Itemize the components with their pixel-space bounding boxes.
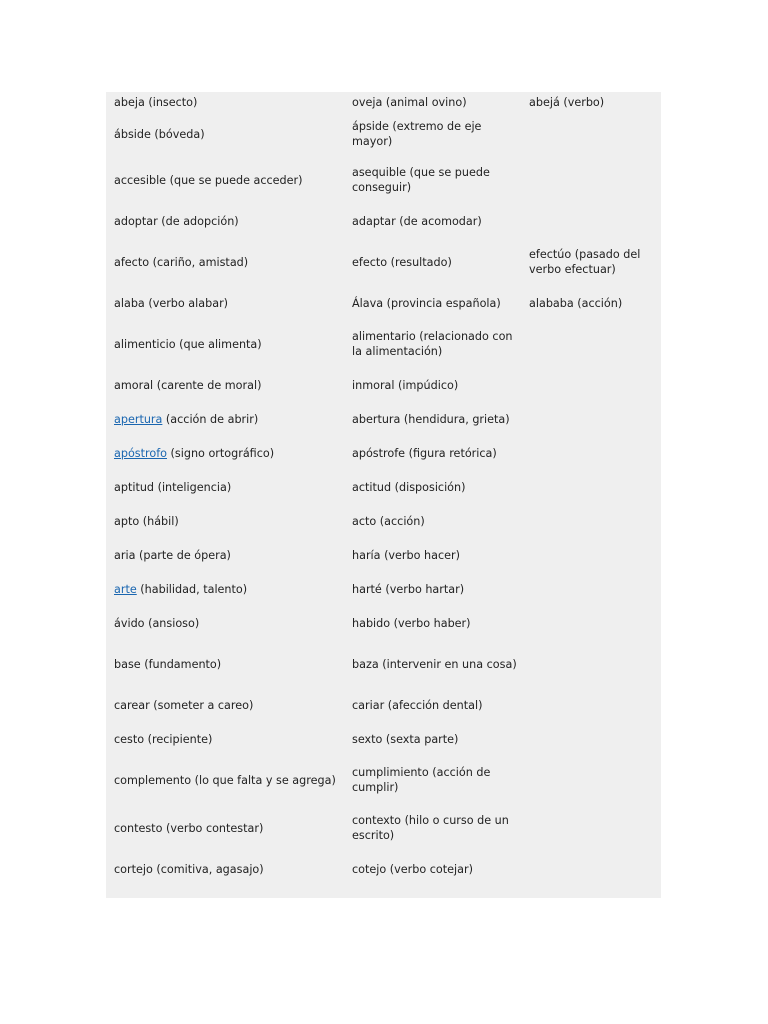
cell-word: complemento (lo que falta y se agrega)	[114, 773, 336, 787]
table-row	[106, 238, 661, 286]
cell-extra	[523, 538, 661, 572]
cell-word: aptitud (inteligencia)	[114, 480, 232, 494]
table-row	[106, 722, 661, 756]
cell-word: ávido (ansioso)	[114, 616, 200, 630]
cell-word: aria (parte de ópera)	[114, 548, 231, 562]
table-row	[106, 804, 661, 852]
cell-paronym: efecto (resultado)	[352, 255, 452, 269]
cell-word: afecto (cariño, amistad)	[114, 255, 249, 269]
cell-paronym: haría (verbo hacer)	[352, 548, 460, 562]
table-row	[106, 204, 661, 238]
cell-extra	[523, 756, 661, 804]
word-table-panel	[106, 92, 661, 898]
table-row	[106, 286, 661, 320]
cell-paronym: contexto (hilo o curso de un escrito)	[352, 814, 509, 842]
cell-extra	[523, 204, 661, 238]
cell-paronym: oveja (animal ovino)	[352, 95, 467, 109]
table-row	[106, 112, 661, 156]
cell-paronym: sexto (sexta parte)	[352, 732, 459, 746]
table-row	[106, 852, 661, 886]
cell-word: base (fundamento)	[114, 657, 222, 671]
cell-word: cortejo (comitiva, agasajo)	[114, 862, 264, 876]
cell-paronym: Álava (provincia española)	[352, 296, 501, 310]
table-row	[106, 538, 661, 572]
arte-link[interactable]: arte	[114, 582, 137, 596]
cell-word	[106, 572, 344, 606]
cell-paronym: cumplimiento (acción de cumplir)	[352, 766, 491, 794]
cell-word: abeja (insecto)	[114, 95, 198, 109]
cell-extra	[523, 320, 661, 368]
cell-paronym: habido (verbo haber)	[352, 616, 471, 630]
cell-word-rest: (signo ortográfico)	[167, 446, 275, 460]
cell-extra	[523, 572, 661, 606]
cell-extra	[523, 606, 661, 640]
cell-word: alaba (verbo alabar)	[114, 296, 229, 310]
table-row	[106, 756, 661, 804]
cell-paronym: cotejo (verbo cotejar)	[352, 862, 473, 876]
cell-word	[106, 402, 344, 436]
cell-paronym: actitud (disposición)	[352, 480, 466, 494]
cell-word: apto (hábil)	[114, 514, 179, 528]
table-row	[106, 368, 661, 402]
cell-paronym: asequible (que se puede conseguir)	[352, 166, 490, 194]
cell-extra	[523, 368, 661, 402]
cell-word: alimenticio (que alimenta)	[114, 337, 262, 351]
table-row	[106, 688, 661, 722]
table-row	[106, 640, 661, 688]
table-row	[106, 156, 661, 204]
apertura-link[interactable]: apertura	[114, 412, 163, 426]
table-row	[106, 92, 661, 112]
cell-word	[106, 436, 344, 470]
cell-word: ábside (bóveda)	[114, 127, 205, 141]
table-row	[106, 320, 661, 368]
table-row	[106, 402, 661, 436]
cell-paronym: acto (acción)	[352, 514, 425, 528]
table-row	[106, 606, 661, 640]
cell-extra: alababa (acción)	[529, 296, 623, 310]
cell-paronym: harté (verbo hartar)	[352, 582, 465, 596]
cell-extra	[523, 156, 661, 204]
cell-paronym: inmoral (impúdico)	[352, 378, 459, 392]
cell-extra: efectúo (pasado del verbo efectuar)	[529, 248, 641, 276]
cell-paronym: abertura (hendidura, grieta)	[352, 412, 510, 426]
cell-extra	[523, 436, 661, 470]
apostrofo-link[interactable]: apóstrofo	[114, 446, 167, 460]
cell-extra	[523, 640, 661, 688]
cell-word: amoral (carente de moral)	[114, 378, 262, 392]
cell-word: accesible (que se puede acceder)	[114, 173, 303, 187]
cell-paronym: apóstrofe (figura retórica)	[352, 446, 497, 460]
cell-extra	[523, 852, 661, 886]
cell-paronym: ápside (extremo de eje mayor)	[352, 120, 482, 148]
cell-paronym: alimentario (relacionado con la alimentación)	[352, 330, 513, 358]
cell-word-rest: (habilidad, talento)	[136, 582, 248, 596]
cell-word-rest: (acción de abrir)	[162, 412, 259, 426]
paronyms-table	[106, 92, 661, 886]
cell-extra	[523, 504, 661, 538]
table-row	[106, 436, 661, 470]
cell-extra	[523, 688, 661, 722]
cell-extra	[523, 112, 661, 156]
table-row	[106, 572, 661, 606]
cell-extra: abejá (verbo)	[529, 95, 605, 109]
cell-paronym: baza (intervenir en una cosa)	[352, 657, 517, 671]
cell-extra	[523, 402, 661, 436]
cell-paronym: cariar (afección dental)	[352, 698, 483, 712]
cell-extra	[523, 804, 661, 852]
cell-word: adoptar (de adopción)	[114, 214, 239, 228]
table-row	[106, 504, 661, 538]
table-row	[106, 470, 661, 504]
cell-extra	[523, 722, 661, 756]
cell-extra	[523, 470, 661, 504]
cell-paronym: adaptar (de acomodar)	[352, 214, 482, 228]
cell-word: contesto (verbo contestar)	[114, 821, 264, 835]
cell-word: cesto (recipiente)	[114, 732, 213, 746]
cell-word: carear (someter a careo)	[114, 698, 254, 712]
